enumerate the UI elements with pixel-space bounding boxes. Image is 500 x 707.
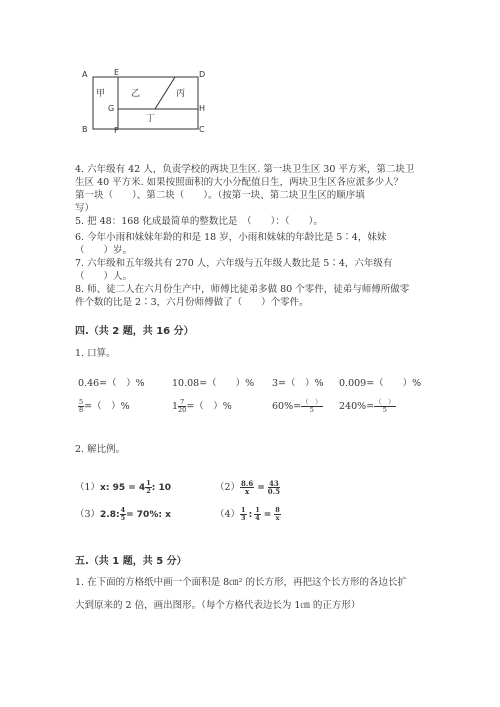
region-bing: 丙 [176,89,186,99]
question-6-line-2: （ ）岁。 [75,245,133,256]
question-4-line-4: 写） [75,203,95,214]
fraction: $\frac{4}{5}$ [120,506,126,522]
question-7-line-1: 7. 六年级和五年级共有 270 人，六年级与五年级人数比是 5∶4，六年级有 [75,258,393,269]
fraction: $\frac{1}{3}$ [241,506,246,522]
section-5-question-line-2: 大到原来的 2 倍，画出图形。（每个方格代表边长为 1㎝ 的正方形） [75,600,361,611]
oral-calc-5: $\frac{5}{8}$ =（ ）% [79,398,130,414]
fraction: $\frac{1}{2}$ [146,479,151,495]
region-yi: 乙 [131,89,141,99]
rectangle-partition-diagram [78,64,218,138]
oral-calc-6: 1 $\frac{7}{20}$ =（ ）% [172,398,232,414]
label-g: G [108,104,115,113]
proportion-1: （1）x: 95 = 4 $\frac{1}{2}$ : 10 [75,479,171,495]
oral-calc-7: 60%= $\frac{( )}{5}$ [272,398,322,414]
question-6-line-1: 6. 今年小雨和妹妹年龄的和是 18 岁，小雨和妹妹的年龄比是 5∶4，妹妹 [75,232,387,243]
label-b: B [82,125,88,134]
section-4-sub-1: 1. 口算。 [75,348,116,359]
label-h: H [199,104,206,113]
proportion-4: （4） $\frac{1}{3}$ : $\frac{1}{4}$ = $\frac{8}{x}$ [215,506,280,522]
fraction: $\frac{43}{0.5}$ [267,479,280,496]
section-4-title: 四.（共 2 题，共 16 分） [75,326,194,337]
proportion-2: （2） $\frac{8.6}{x}$ = $\frac{43}{0.5}$ [215,479,280,496]
fraction: $\frac{5}{8}$ [79,398,84,414]
section-5-question-line-1: 1. 在下面的方格纸中画一个面积是 8㎝² 的长方形，再把这个长方形的各边长扩 [75,577,407,588]
label-a: A [82,70,88,79]
oral-calc-3: 3=（ ）% [272,378,324,389]
question-8-line-1: 8. 师、徒二人在六月份生产中，师傅比徒弟多做 80 个零件，徒弟与师傅所做零 [75,284,410,295]
oral-calc-4: 0.009=（ ）% [339,378,422,389]
oral-calc-8: 240%= $\frac{( )}{5}$ [339,398,395,414]
fraction: $\frac{8.6}{x}$ [241,479,254,496]
question-4-line-1: 4. 六年级有 42 人，负责学校的两块卫生区. 第一块卫生区 30 平方米，第二块卫 [75,164,415,175]
question-7-line-2: （ ）人。 [75,271,133,282]
section-5-title: 五.（共 1 题，共 5 分） [75,556,187,567]
fraction: $\frac{( )}{5}$ [302,398,322,414]
region-jia: 甲 [96,89,106,99]
fraction: $\frac{8}{x}$ [275,506,280,522]
fraction: $\frac{( )}{5}$ [375,398,395,414]
question-8-line-2: 件个数的比是 2∶3，六月份师傅做了（ ）个零件。 [75,297,309,308]
section-4-sub-2: 2. 解比例。 [75,444,126,455]
fraction: $\frac{1}{4}$ [255,506,260,522]
question-4-line-2: 生区 40 平方米. 如果按照面积的大小分配值日生，两块卫生区各应派多少人？ [75,177,404,188]
region-ding: 丁 [146,114,156,124]
oral-calc-2: 10.08=（ ）% [172,378,255,389]
label-f: F [114,126,119,135]
label-c: C [199,125,205,134]
diagonal-line [155,77,175,109]
label-e: E [114,68,120,77]
label-d: D [199,70,206,79]
question-5: 5. 把 48：168 化成最简单的整数比是 （ ）：（ ）。 [75,216,323,227]
proportion-3: （3）2.8: $\frac{4}{5}$ = 70%: x [75,506,171,522]
fraction: $\frac{7}{20}$ [178,398,187,414]
oral-calc-1: 0.46=（ ）% [78,378,145,389]
question-4-line-3: 第一块（ ）、第二块（ ）。（按第一块、第二块卫生区的顺序填 [75,190,365,201]
